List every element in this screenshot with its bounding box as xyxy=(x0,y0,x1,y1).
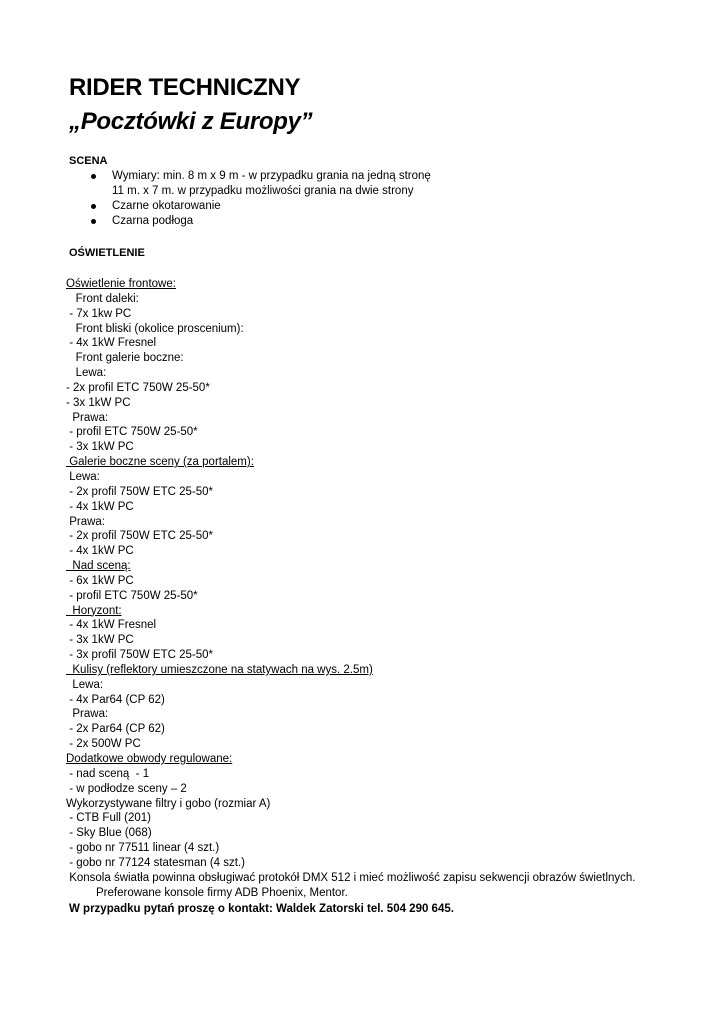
list-item-text: Czarne okotarowanie xyxy=(112,200,221,212)
text-line: - gobo nr 77511 linear (4 szt.) xyxy=(66,842,220,855)
text-line: Front bliski (okolice proscenium): xyxy=(66,322,244,335)
text-line: - 4x 1kW PC xyxy=(66,500,134,513)
text-line: Front galerie boczne: xyxy=(66,352,184,365)
text-line: Wykorzystywane filtry i gobo (rozmiar A) xyxy=(66,797,271,810)
bullet-icon xyxy=(91,174,96,179)
text-line: Lewa: xyxy=(66,678,104,691)
text-line: - 2x profil 750W ETC 25-50* xyxy=(66,485,214,498)
text-line: - 3x profil 750W ETC 25-50* xyxy=(66,649,214,662)
text-line: - 4x 1kW Fresnel xyxy=(66,337,157,350)
text-line: - 3x 1kW PC xyxy=(66,441,134,454)
bullet-icon xyxy=(91,219,96,224)
text-line: Prawa: xyxy=(66,411,109,424)
text-line: - profil ETC 750W 25-50* xyxy=(66,426,198,439)
text-line: Lewa: xyxy=(66,470,100,483)
text-line: - 2x Par64 (CP 62) xyxy=(66,723,165,736)
text-line: Lewa: xyxy=(66,367,107,380)
text-line: - 4x 1kW PC xyxy=(66,545,134,558)
list-item-text: Wymiary: min. 8 m x 9 m - w przypadku grania na jedną stronę xyxy=(112,170,431,182)
subsection-heading-kulisy: Kulisy (reflektory umieszczone na statywach na wys. 2.5m) xyxy=(66,663,373,676)
oswietlenie-heading: OŚWIETLENIE xyxy=(69,247,145,259)
subsection-heading-front: Oświetlenie frontowe: xyxy=(66,278,176,290)
text-line: - 2x 500W PC xyxy=(66,738,141,751)
text-line: - 6x 1kW PC xyxy=(66,574,134,587)
text-line: Prawa: xyxy=(66,515,105,528)
document-subtitle: „Pocztówki z Europy” xyxy=(69,108,313,135)
text-line: - Sky Blue (068) xyxy=(66,827,152,840)
text-line: - 2x profil 750W ETC 25-50* xyxy=(66,530,214,543)
text-line: - 3x 1kW PC xyxy=(66,634,134,647)
scena-bullet-list xyxy=(69,169,431,229)
subsection-heading-galerie: Galerie boczne sceny (za portalem): xyxy=(66,456,254,469)
text-line: Front daleki: xyxy=(66,292,139,305)
text-line: - 7x 1kw PC xyxy=(66,307,132,320)
subsection-heading-obwody: Dodatkowe obwody regulowane: xyxy=(66,753,233,765)
list-item xyxy=(69,214,431,229)
document-title: RIDER TECHNICZNY xyxy=(69,74,301,101)
text-line: - 3x 1kW PC xyxy=(66,396,131,409)
lighting-equipment-list xyxy=(66,277,706,900)
subsection-heading-horyzont: Horyzont: xyxy=(66,604,122,617)
text-line: - gobo nr 77124 statesman (4 szt.) xyxy=(66,856,245,869)
text-line: - 4x 1kW Fresnel xyxy=(66,619,157,632)
text-line: - w podłodze sceny – 2 xyxy=(66,782,187,795)
list-item xyxy=(69,199,431,214)
scena-heading: SCENA xyxy=(69,155,108,167)
list-item xyxy=(69,169,431,199)
text-line: - CTB Full (201) xyxy=(66,812,151,825)
subsection-heading-nad-scena: Nad sceną: xyxy=(66,560,131,573)
list-item-text: Czarna podłoga xyxy=(112,215,194,227)
contact-line: W przypadku pytań proszę o kontakt: Waldek Zatorski tel. 504 290 645. xyxy=(69,903,454,915)
list-item-text-continued: 11 m. x 7 m. w przypadku możliwości grania na dwie strony xyxy=(112,185,414,197)
text-line: Konsola światła powinna obsługiwać protokół DMX 512 i mieć możliwość zapisu sekwencji obrazów świetlnych. xyxy=(66,871,636,884)
text-line: Preferowane konsole firmy ADB Phoenix, Mentor. xyxy=(96,886,348,899)
text-line: - 4x Par64 (CP 62) xyxy=(66,693,165,706)
text-line: Prawa: xyxy=(66,708,109,721)
text-line: - nad sceną - 1 xyxy=(66,767,150,780)
text-line: - profil ETC 750W 25-50* xyxy=(66,589,198,602)
bullet-icon xyxy=(91,204,96,209)
text-line: - 2x profil ETC 750W 25-50* xyxy=(66,381,210,394)
